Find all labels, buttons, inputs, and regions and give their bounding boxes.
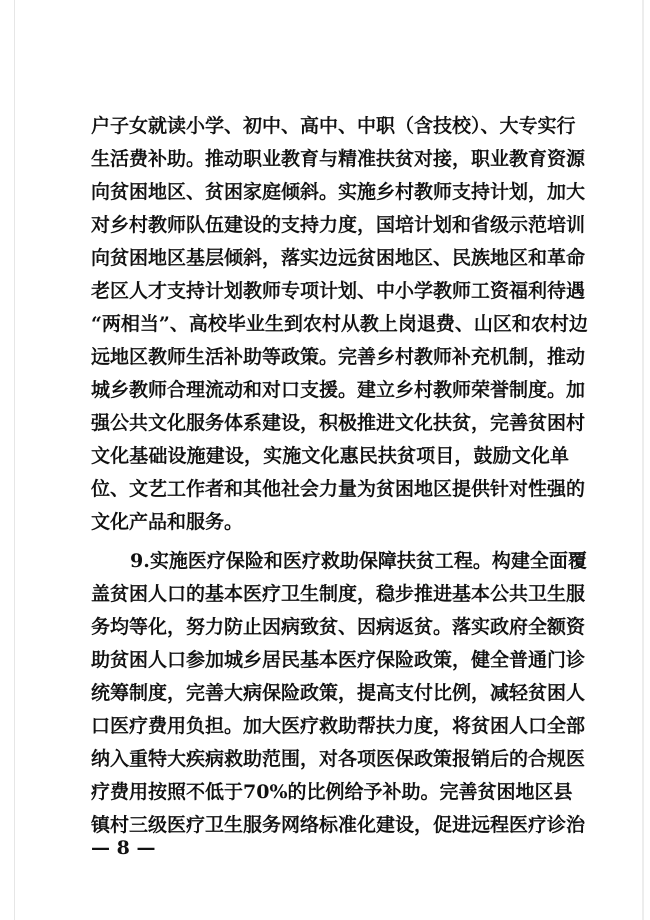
text-line: 镇村三级医疗卫生服务网络标准化建设，促进远程医疗诊治 [91, 814, 586, 836]
text-line: 向贫困地区基层倾斜，落实边远贫困地区、民族地区和革命 [91, 247, 586, 269]
text-line: 统筹制度，完善大病保险政策，提高支付比例，减轻贫困人 [91, 682, 586, 704]
text-line: 口医疗费用负担。加大医疗救助帮扶力度，将贫困人口全部 [91, 715, 586, 737]
text-line: 远地区教师生活补助等政策。完善乡村教师补充机制，推动 [91, 346, 586, 368]
text-line: 向贫困地区、贫困家庭倾斜。实施乡村教师支持计划，加大 [91, 181, 586, 203]
text-line: 纳入重特大疾病救助范围，对各项医保政策报销后的合规医 [91, 748, 586, 770]
text-line: 疗费用按照不低于70%的比例给予补助。完善贫困地区县 [91, 781, 573, 803]
text-line: 对乡村教师队伍建设的支持力度，国培计划和省级示范培训 [91, 214, 586, 236]
text-line: 老区人才支持计划教师专项计划、中小学教师工资福利待遇 [91, 280, 586, 302]
text-line: 生活费补助。推动职业教育与精准扶贫对接，职业教育资源 [91, 148, 586, 170]
text-line: 文化产品和服务。 [91, 511, 244, 533]
text-line: 务均等化，努力防止因病致贫、因病返贫。落实政府全额资 [91, 616, 586, 638]
text-line: 盖贫困人口的基本医疗卫生制度，稳步推进基本公共卫生服 [91, 583, 586, 605]
text-line: 助贫困人口参加城乡居民基本医疗保险政策，健全普通门诊 [91, 649, 586, 671]
section-heading-line: 9.实施医疗保险和医疗救助保障扶贫工程。构建全面覆 [130, 550, 587, 572]
page-number: — 8 — [91, 837, 156, 859]
text-line: 位、文艺工作者和其他社会力量为贫困地区提供针对性强的 [91, 478, 586, 500]
text-line: 文化基础设施建设，实施文化惠民扶贫项目，鼓励文化单 [91, 445, 569, 467]
text-line: 城乡教师合理流动和对口支援。建立乡村教师荣誉制度。加 [91, 379, 586, 401]
text-line: “两相当”、高校毕业生到农村从教上岗退费、山区和农村边 [91, 313, 588, 335]
text-line: 户子女就读小学、初中、高中、中职（含技校）、大专实行 [91, 115, 576, 137]
text-line: 强公共文化服务体系建设，积极推进文化扶贫，完善贫困村 [91, 412, 586, 434]
